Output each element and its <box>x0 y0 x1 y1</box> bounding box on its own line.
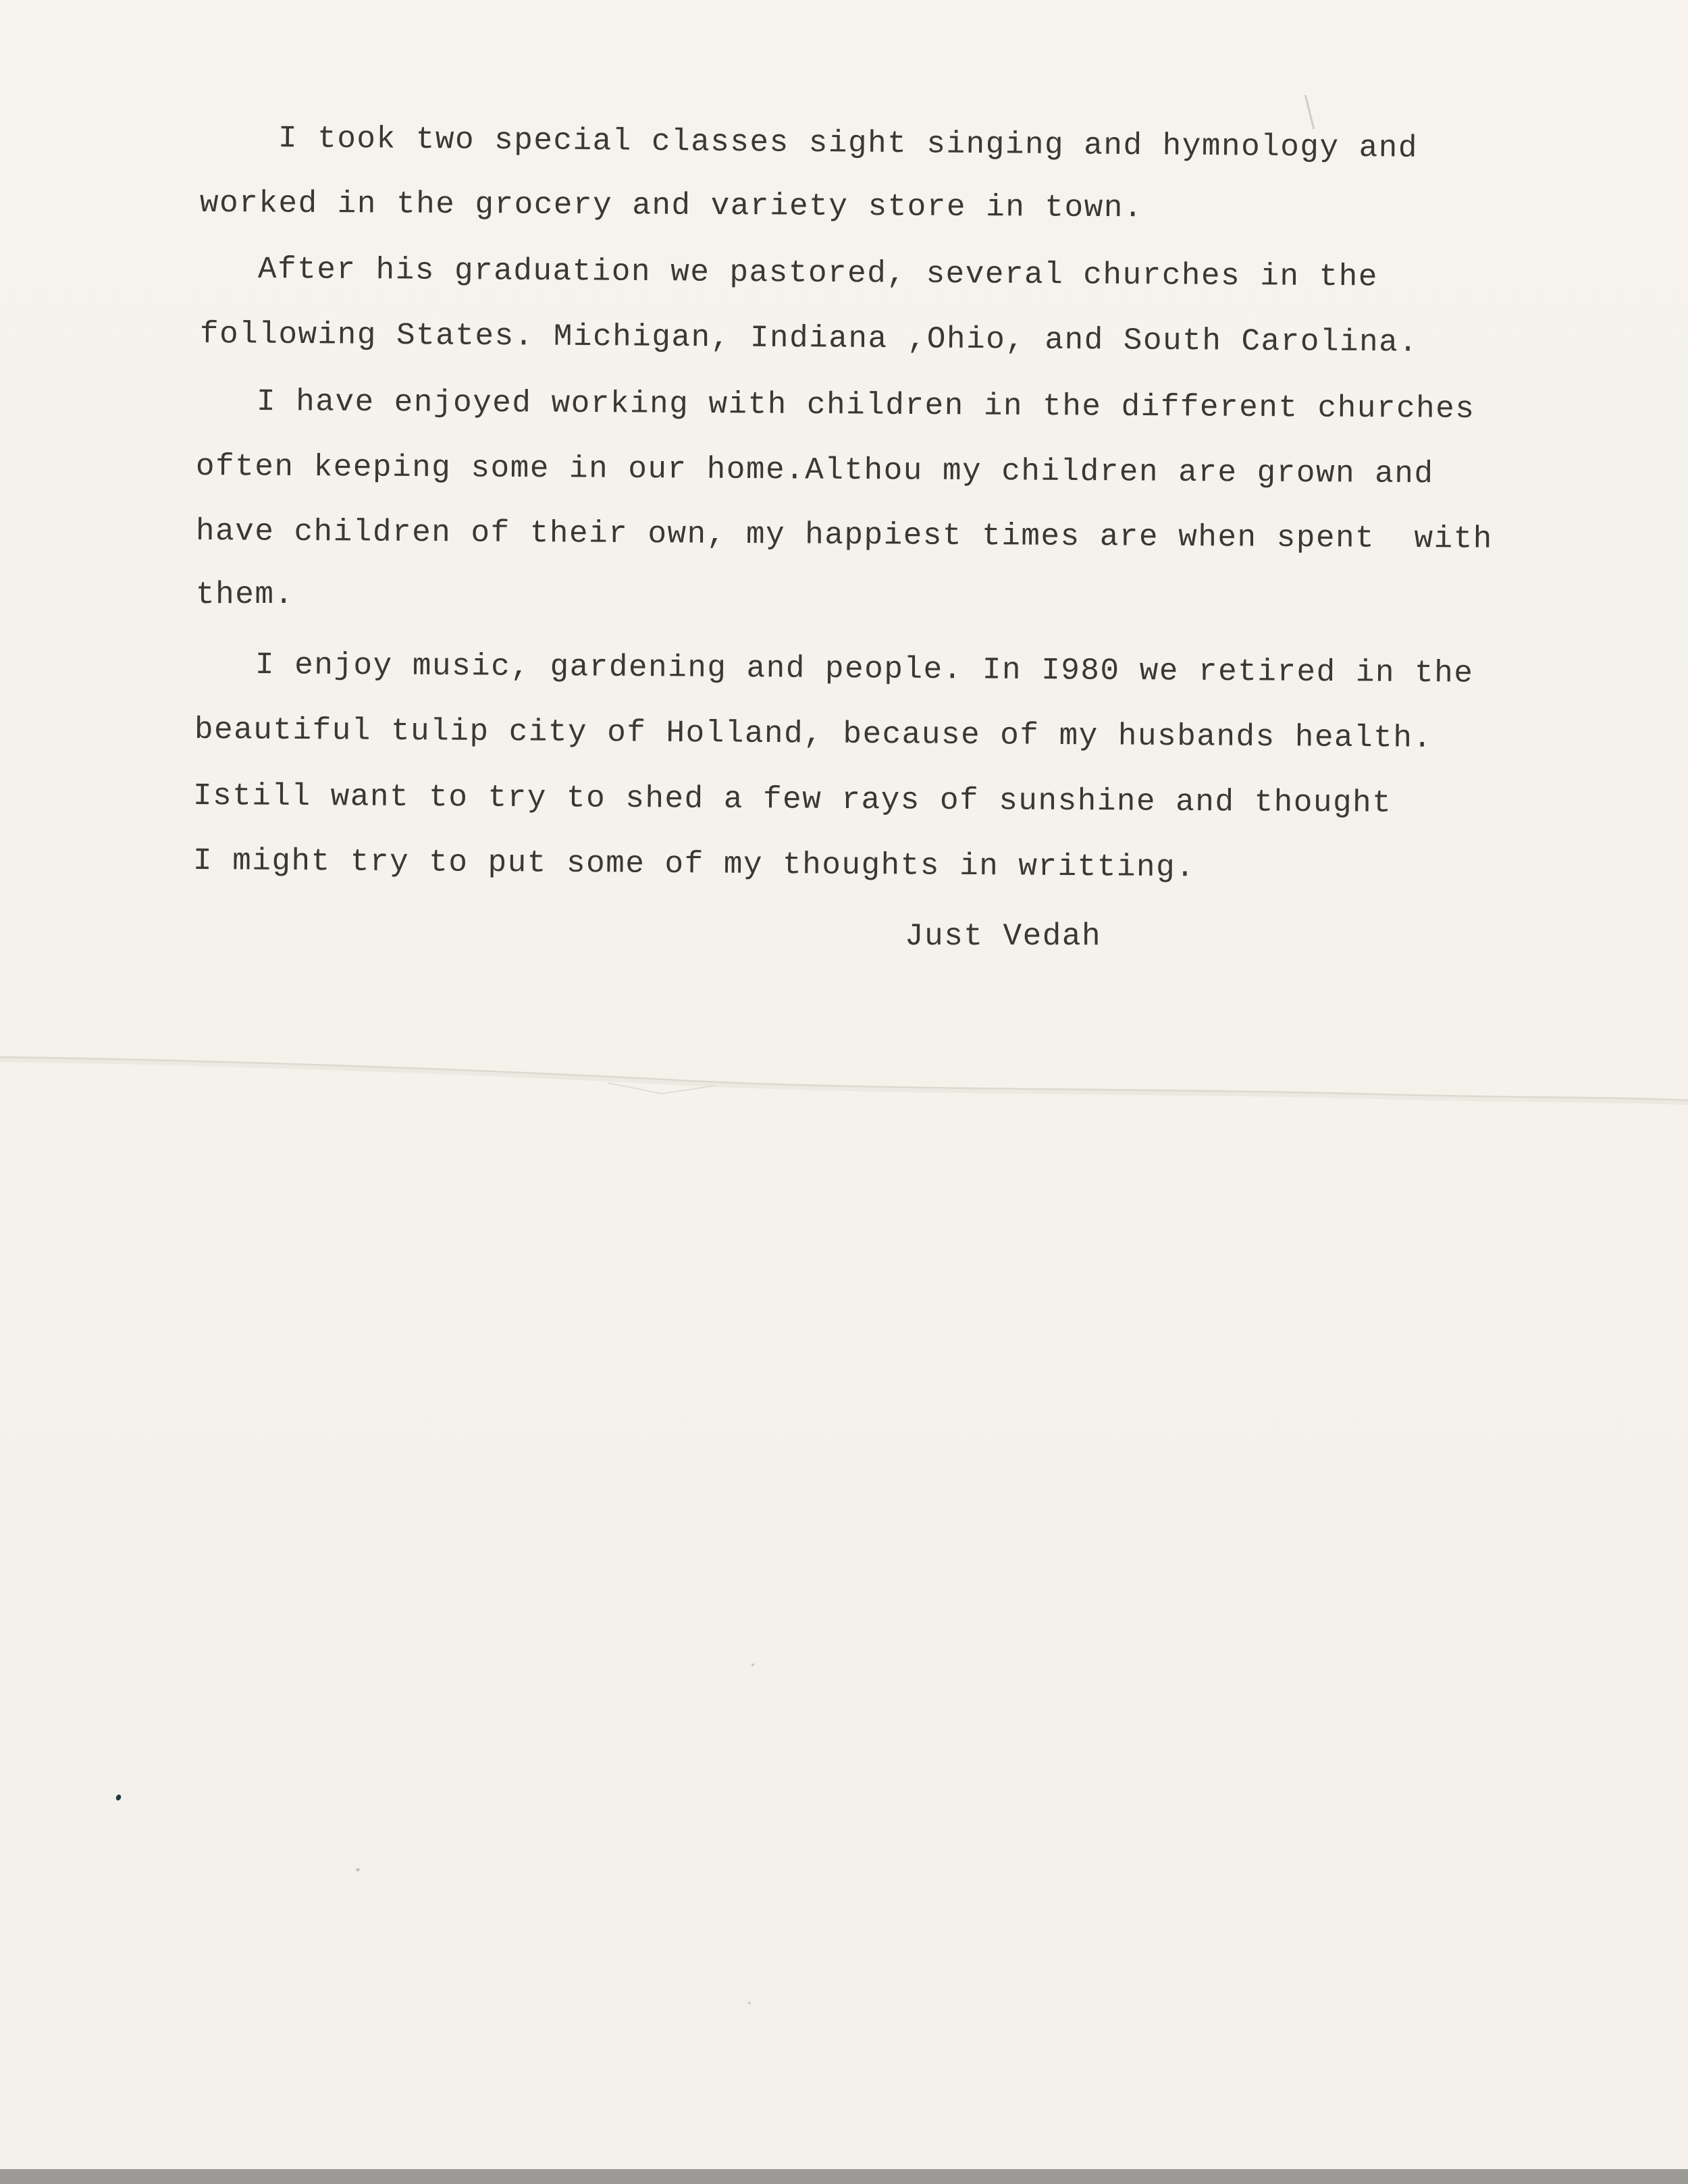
text-line: them. <box>196 577 294 612</box>
text-line: I might try to put some of my thoughts in writting. <box>192 843 1196 886</box>
signature-line: Just Vedah <box>905 919 1102 954</box>
text-line: After his graduation we pastored, several churches in the <box>257 252 1379 295</box>
text-line: have children of their own, my happiest times are when spent with <box>195 514 1494 557</box>
text-line: I have enjoyed working with children in the different churches <box>256 384 1475 427</box>
text-line: beautiful tulip city of Holland, because of my husbands health. <box>194 712 1433 756</box>
text-line: worked in the grocery and variety store in town. <box>199 186 1144 226</box>
text-line: I enjoy music, gardening and people. In I980 we retired in the <box>255 647 1474 691</box>
text-line: Istill want to try to shed a few rays of sunshine and thought <box>192 778 1392 821</box>
scan-edge <box>0 2169 1688 2184</box>
text-line: following States. Michigan, Indiana ,Ohio, and South Carolina. <box>199 317 1419 361</box>
text-line: I took two special classes sight singing and hymnology and <box>278 121 1419 166</box>
text-line: often keeping some in our home.Althou my children are grown and <box>195 449 1434 492</box>
